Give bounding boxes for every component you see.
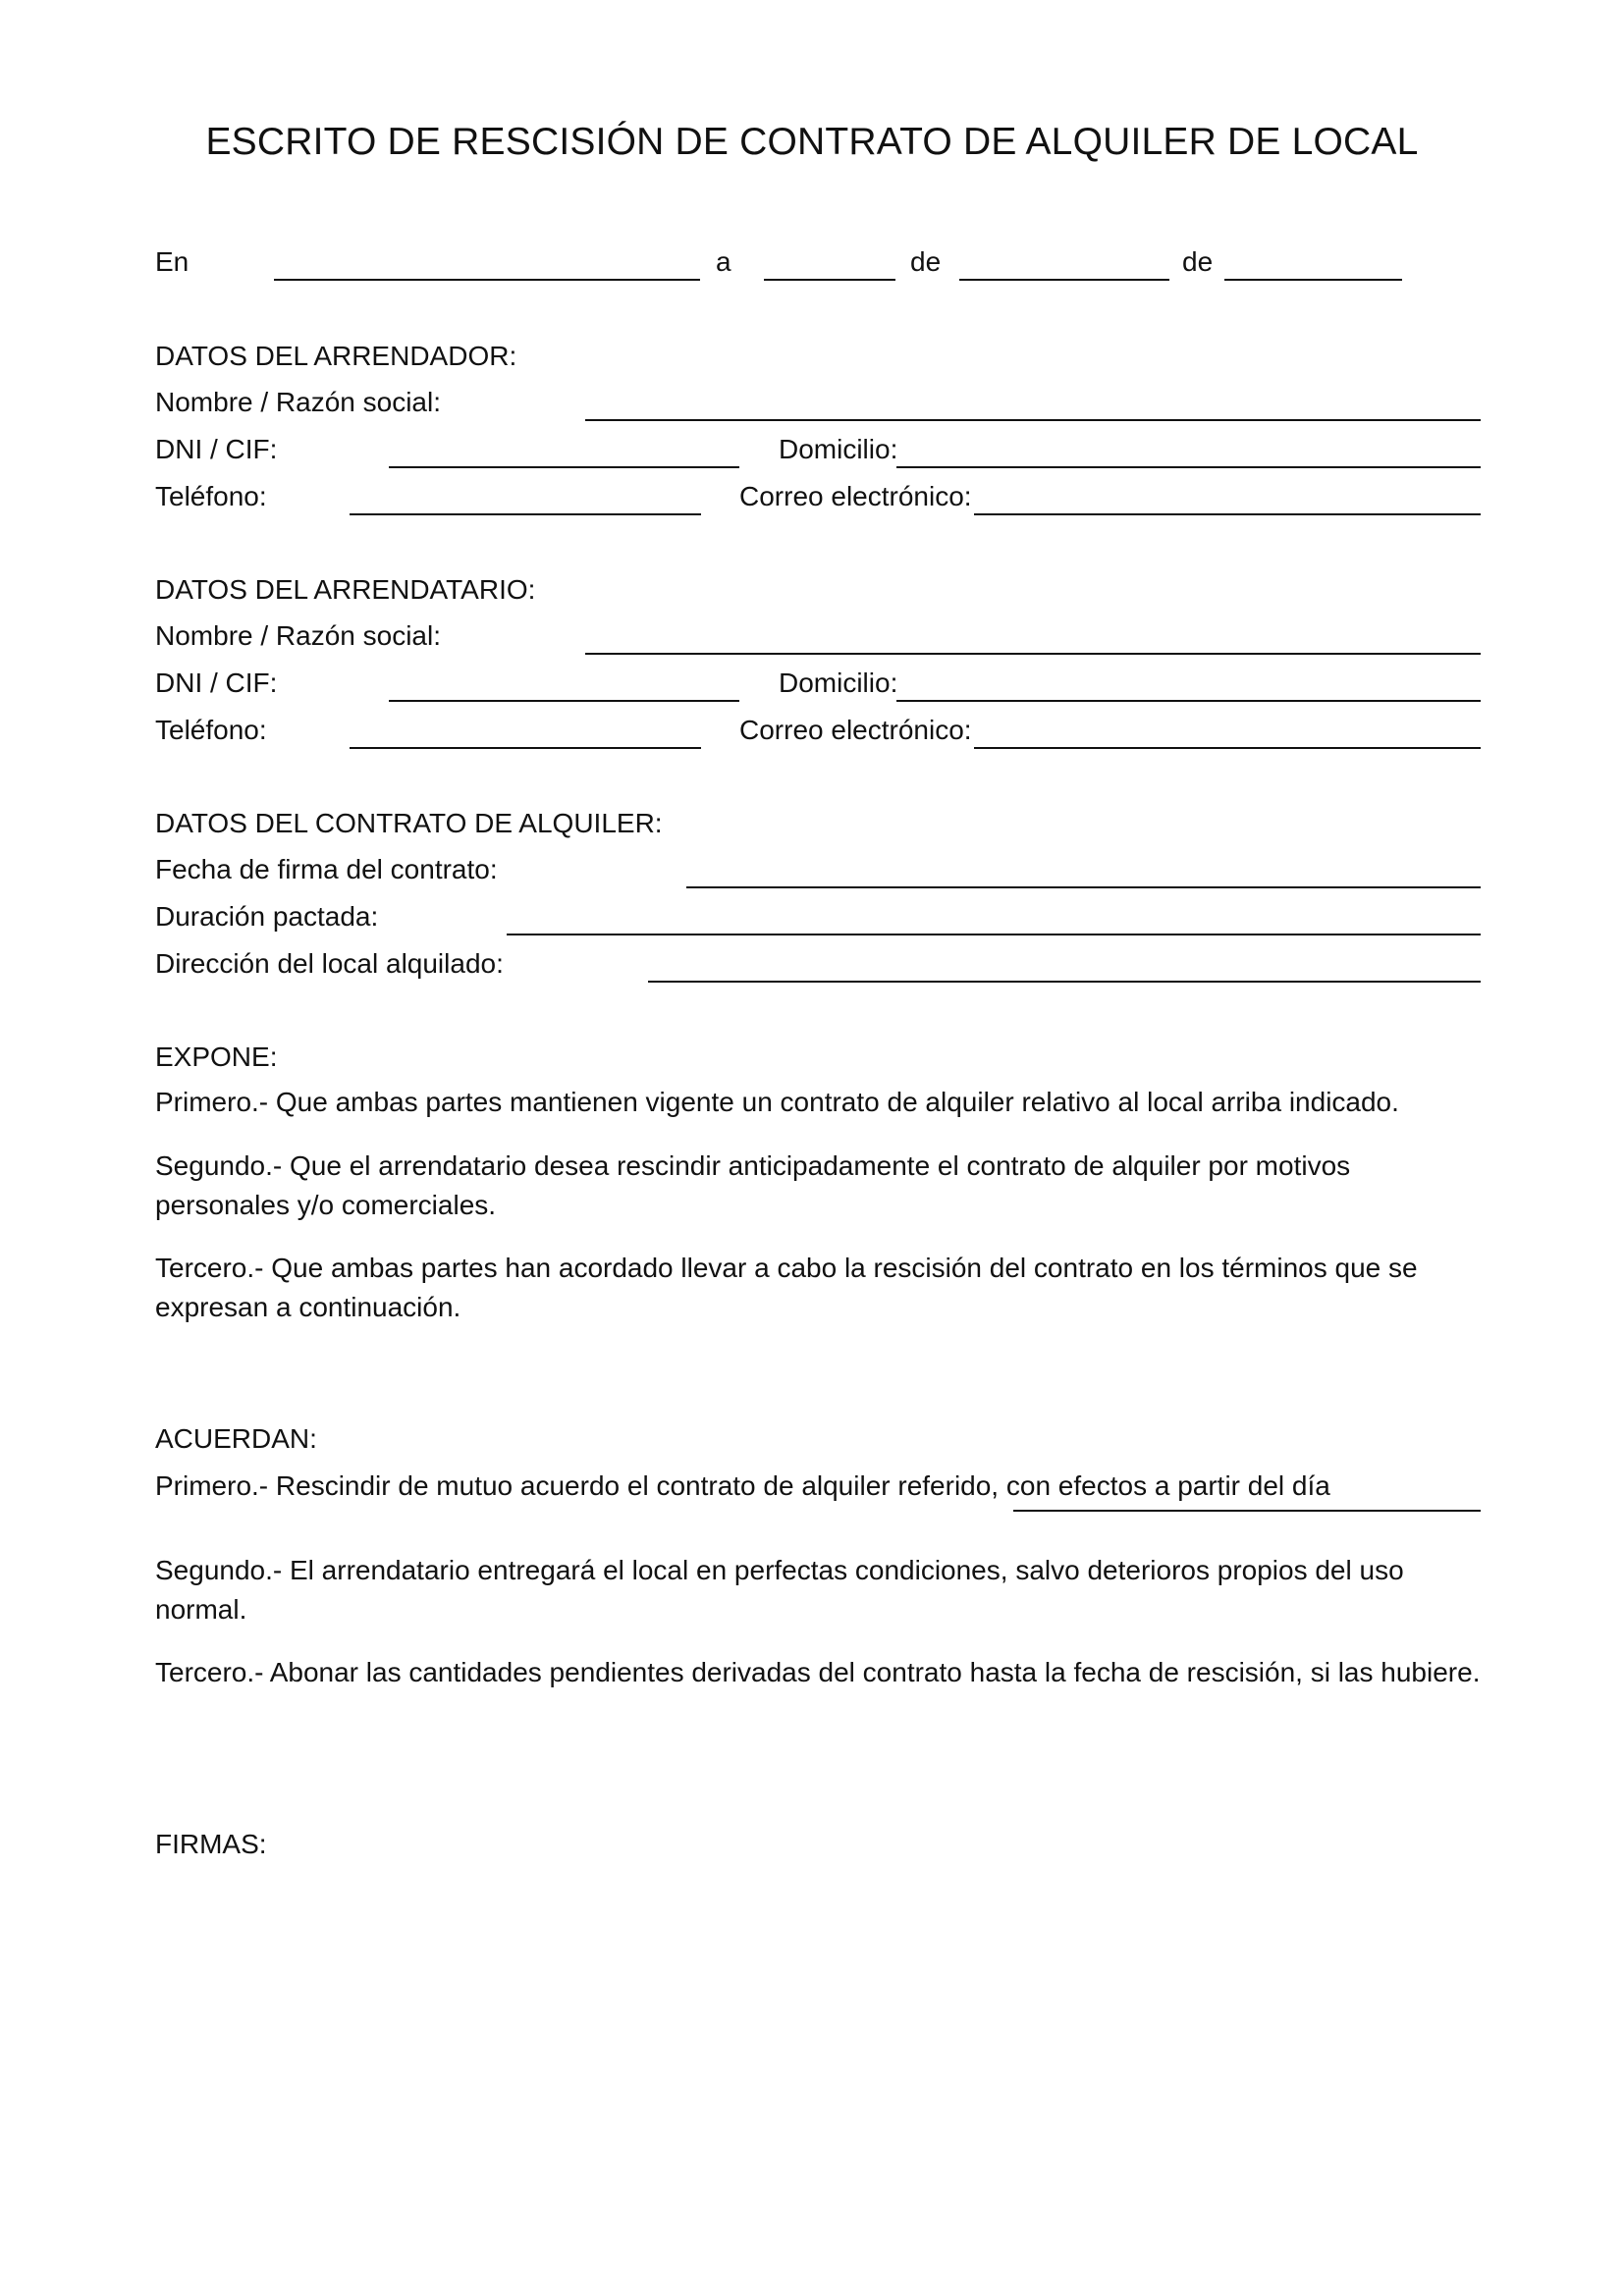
expone-primero: Primero.- Que ambas partes mantienen vigente un contrato de alquiler relativo al local arriba indicado. (155, 1087, 1399, 1117)
arrendador-domicilio-label: Domicilio: (779, 434, 898, 464)
arrendador-correo-field[interactable] (974, 513, 1481, 515)
acuerdan-primero: Primero.- Rescindir de mutuo acuerdo el contrato de alquiler referido, con efectos a partir del día (155, 1470, 1330, 1501)
arrendatario-dni-label: DNI / CIF: (155, 667, 278, 698)
arrendador-telefono-field[interactable] (350, 513, 701, 515)
date-de-label-1: de (910, 246, 942, 277)
expone-heading: EXPONE: (155, 1041, 278, 1072)
contrato-duracion-field[interactable] (507, 934, 1481, 935)
contrato-direccion-field[interactable] (648, 981, 1481, 983)
arrendatario-correo-field[interactable] (974, 747, 1481, 749)
date-en-label: En (155, 246, 189, 277)
acuerdan-heading: ACUERDAN: (155, 1423, 317, 1454)
expone-tercero: Tercero.- Que ambas partes han acordado llevar a cabo la rescisión del contrato en los términos que se expresan a continuación. (155, 1253, 1418, 1322)
month-field[interactable] (959, 279, 1169, 281)
arrendador-nombre-label: Nombre / Razón social: (155, 387, 442, 417)
arrendatario-domicilio-field[interactable] (896, 700, 1481, 702)
arrendador-dni-field[interactable] (389, 466, 739, 468)
arrendatario-correo-label: Correo electrónico: (739, 715, 972, 745)
contrato-direccion-label: Dirección del local alquilado: (155, 948, 504, 979)
acuerdan-tercero: Tercero.- Abonar las cantidades pendientes derivadas del contrato hasta la fecha de rescisión, si las hubiere. (155, 1657, 1481, 1687)
arrendatario-dni-field[interactable] (389, 700, 739, 702)
arrendatario-domicilio-label: Domicilio: (779, 667, 898, 698)
contrato-fecha-label: Fecha de firma del contrato: (155, 854, 498, 884)
arrendatario-telefono-label: Teléfono: (155, 715, 267, 745)
arrendador-telefono-label: Teléfono: (155, 481, 267, 511)
arrendatario-telefono-field[interactable] (350, 747, 701, 749)
expone-segundo: Segundo.- Que el arrendatario desea rescindir anticipadamente el contrato de alquiler por motivos personales y/o comerciales. (155, 1150, 1351, 1220)
contrato-duracion-label: Duración pactada: (155, 901, 379, 932)
arrendador-correo-label: Correo electrónico: (739, 481, 972, 511)
arrendatario-nombre-field[interactable] (585, 653, 1481, 655)
arrendador-nombre-field[interactable] (585, 419, 1481, 421)
contrato-fecha-field[interactable] (686, 886, 1481, 888)
document-title: ESCRITO DE RESCISIÓN DE CONTRATO DE ALQUILER DE LOCAL (205, 121, 1419, 163)
acuerdan-segundo: Segundo.- El arrendatario entregará el local en perfectas condiciones, salvo deterioros propios del uso normal. (155, 1555, 1404, 1625)
contrato-heading: DATOS DEL CONTRATO DE ALQUILER: (155, 808, 663, 838)
firmas-heading: FIRMAS: (155, 1829, 267, 1859)
day-field[interactable] (764, 279, 895, 281)
year-field[interactable] (1224, 279, 1402, 281)
place-field[interactable] (274, 279, 700, 281)
acuerdan-fecha-efectos-field[interactable] (1013, 1510, 1481, 1512)
date-de-label-2: de (1182, 246, 1214, 277)
arrendatario-nombre-label: Nombre / Razón social: (155, 620, 442, 651)
arrendador-dni-label: DNI / CIF: (155, 434, 278, 464)
arrendador-domicilio-field[interactable] (896, 466, 1481, 468)
arrendatario-heading: DATOS DEL ARRENDATARIO: (155, 574, 536, 605)
arrendador-heading: DATOS DEL ARRENDADOR: (155, 341, 517, 371)
date-a-label: a (716, 246, 731, 277)
